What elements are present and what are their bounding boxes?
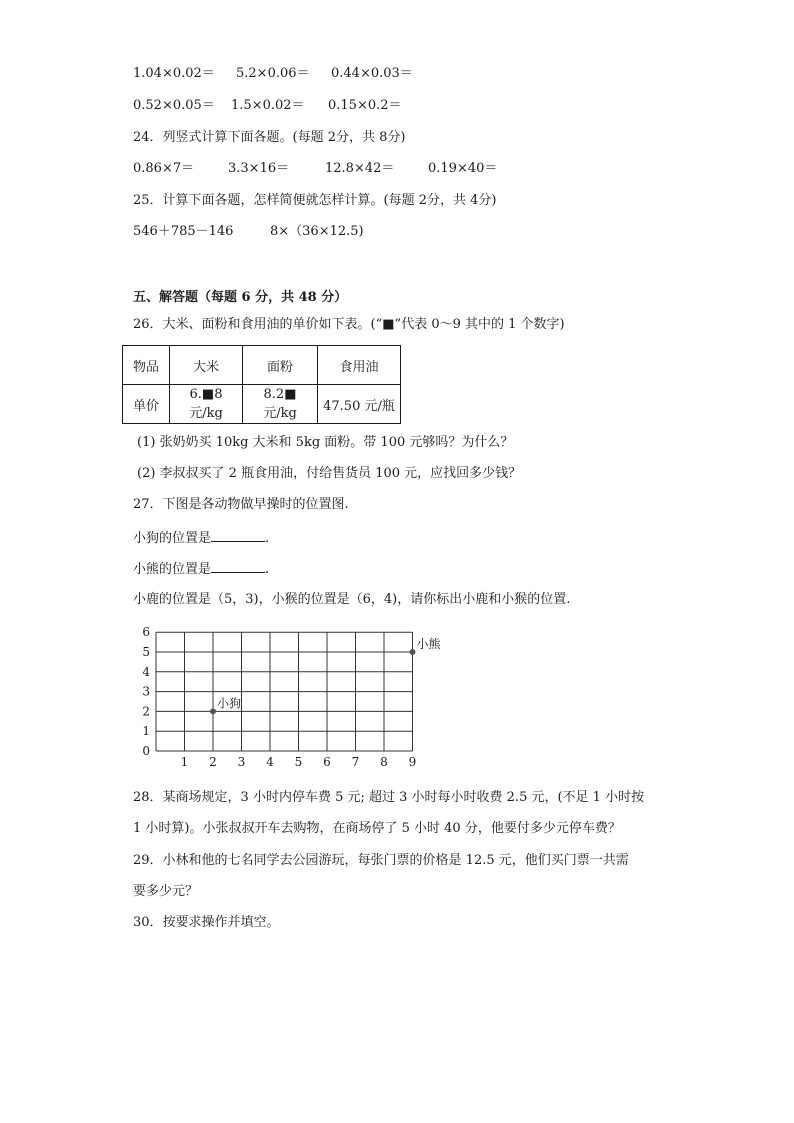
question-26: 26．大米、面粉和食用油的单价如下表。(“■”代表 0～9 其中的 1 个数字) [133, 317, 565, 332]
table-cell: 物品 [123, 346, 170, 385]
expression: 1.5×0.02＝ [231, 98, 305, 113]
x-tick-label: 2 [209, 755, 217, 769]
table-cell: 面粉 [243, 346, 318, 385]
x-tick-label: 9 [408, 755, 417, 769]
question-26-part-1: (1) 张奶奶买 10kg 大米和 5kg 面粉。带 100 元够吗？为什么？ [137, 435, 514, 450]
period: . [265, 531, 270, 546]
expression: 0.44×0.03＝ [331, 66, 413, 81]
expression: 12.8×42＝ [325, 161, 395, 176]
x-tick-label: 4 [266, 755, 274, 769]
question-27-dog [133, 527, 269, 549]
section-title: 五、解答题（每题 6 分，共 48 分） [133, 290, 348, 305]
table-cell: 单价 [123, 385, 170, 424]
x-tick-label: 1 [180, 755, 189, 769]
question-27: 27．下图是各动物做早操时的位置图. [133, 497, 349, 512]
question-29-line-2: 要多少元？ [133, 884, 199, 899]
question-24: 24．列竖式计算下面各题。(每题 2分，共 8分) [133, 130, 406, 145]
answer-blank[interactable] [211, 558, 265, 573]
x-axis-ticks [181, 755, 417, 769]
table-cell: 47.50 元/瓶 [318, 385, 401, 424]
table-cell: 6.■8 元/kg [170, 385, 243, 424]
x-tick-label: 6 [323, 755, 331, 769]
period: . [265, 562, 270, 577]
expression: 1.04×0.02＝ [133, 66, 215, 81]
grid-lines [156, 632, 413, 751]
exercise-row-24 [133, 159, 497, 179]
question-27-task: 小鹿的位置是（5，3)，小猴的位置是（6，4)，请你标出小鹿和小猴的位置. [133, 592, 571, 607]
table-row [123, 385, 401, 424]
expression: 0.15×0.2＝ [328, 98, 402, 113]
position-grid-chart [140, 622, 480, 772]
answer-blank[interactable] [211, 527, 265, 542]
expression: 0.19×40＝ [428, 161, 498, 176]
question-30: 30．按要求操作并填空。 [133, 915, 280, 930]
table-cell: 8.2■元/kg [243, 385, 318, 424]
question-29-line-1: 29．小林和他的七名同学去公园游玩，每张门票的价格是 12.5 元，他们买门票一共需 [133, 853, 629, 868]
y-tick-label: 4 [142, 664, 150, 679]
point-label: 小狗 [217, 696, 242, 711]
question-28-line-1: 28．某商场规定，3 小时内停车费 5 元; 超过 3 小时每小时收费 2.5 元，(不足 1 小时按 [133, 790, 645, 805]
exercise-row-25 [133, 222, 364, 242]
question-28-line-2: 1 小时算)。小张叔叔开车去购物，在商场停了 5 小时 40 分，他要付多少元停车费？ [133, 821, 621, 836]
table-cell: 大米 [170, 346, 243, 385]
table-cell: 食用油 [318, 346, 401, 385]
y-axis-ticks [142, 625, 150, 758]
y-tick-label: 6 [142, 625, 150, 640]
question-26-part-2: (2) 李叔叔买了 2 瓶食用油，付给售货员 100 元，应找回多少钱？ [137, 466, 522, 481]
x-tick-label: 5 [294, 755, 303, 769]
exercise-row-2 [133, 96, 402, 116]
y-tick-label: 1 [142, 724, 150, 739]
x-tick-label: 8 [380, 755, 388, 769]
y-tick-label: 3 [142, 684, 150, 699]
expression: 8×（36×12.5) [270, 224, 364, 239]
x-tick-label: 3 [237, 755, 246, 769]
y-tick-label: 2 [142, 704, 150, 719]
expression: 0.86×7＝ [133, 161, 195, 176]
x-tick-label: 7 [351, 755, 360, 769]
data-points [210, 636, 442, 714]
expression: 546＋785－146 [133, 224, 234, 239]
exercise-row-1 [133, 64, 413, 84]
question-27-bear [133, 558, 269, 580]
y-tick-label: 5 [142, 645, 150, 659]
point-marker [210, 708, 216, 714]
y-tick-label: 0 [142, 744, 150, 758]
expression: 5.2×0.06＝ [236, 66, 310, 81]
point-marker [410, 649, 416, 655]
expression: 3.3×16＝ [228, 161, 290, 176]
prompt-text: 小熊的位置是 [133, 562, 212, 577]
question-25: 25．计算下面各题，怎样简便就怎样计算。(每题 2分，共 4分) [133, 193, 497, 208]
price-table [122, 345, 401, 424]
expression: 0.52×0.05＝ [133, 98, 215, 113]
table-row [123, 346, 401, 385]
prompt-text: 小狗的位置是 [133, 531, 212, 546]
point-label: 小熊 [416, 637, 441, 651]
